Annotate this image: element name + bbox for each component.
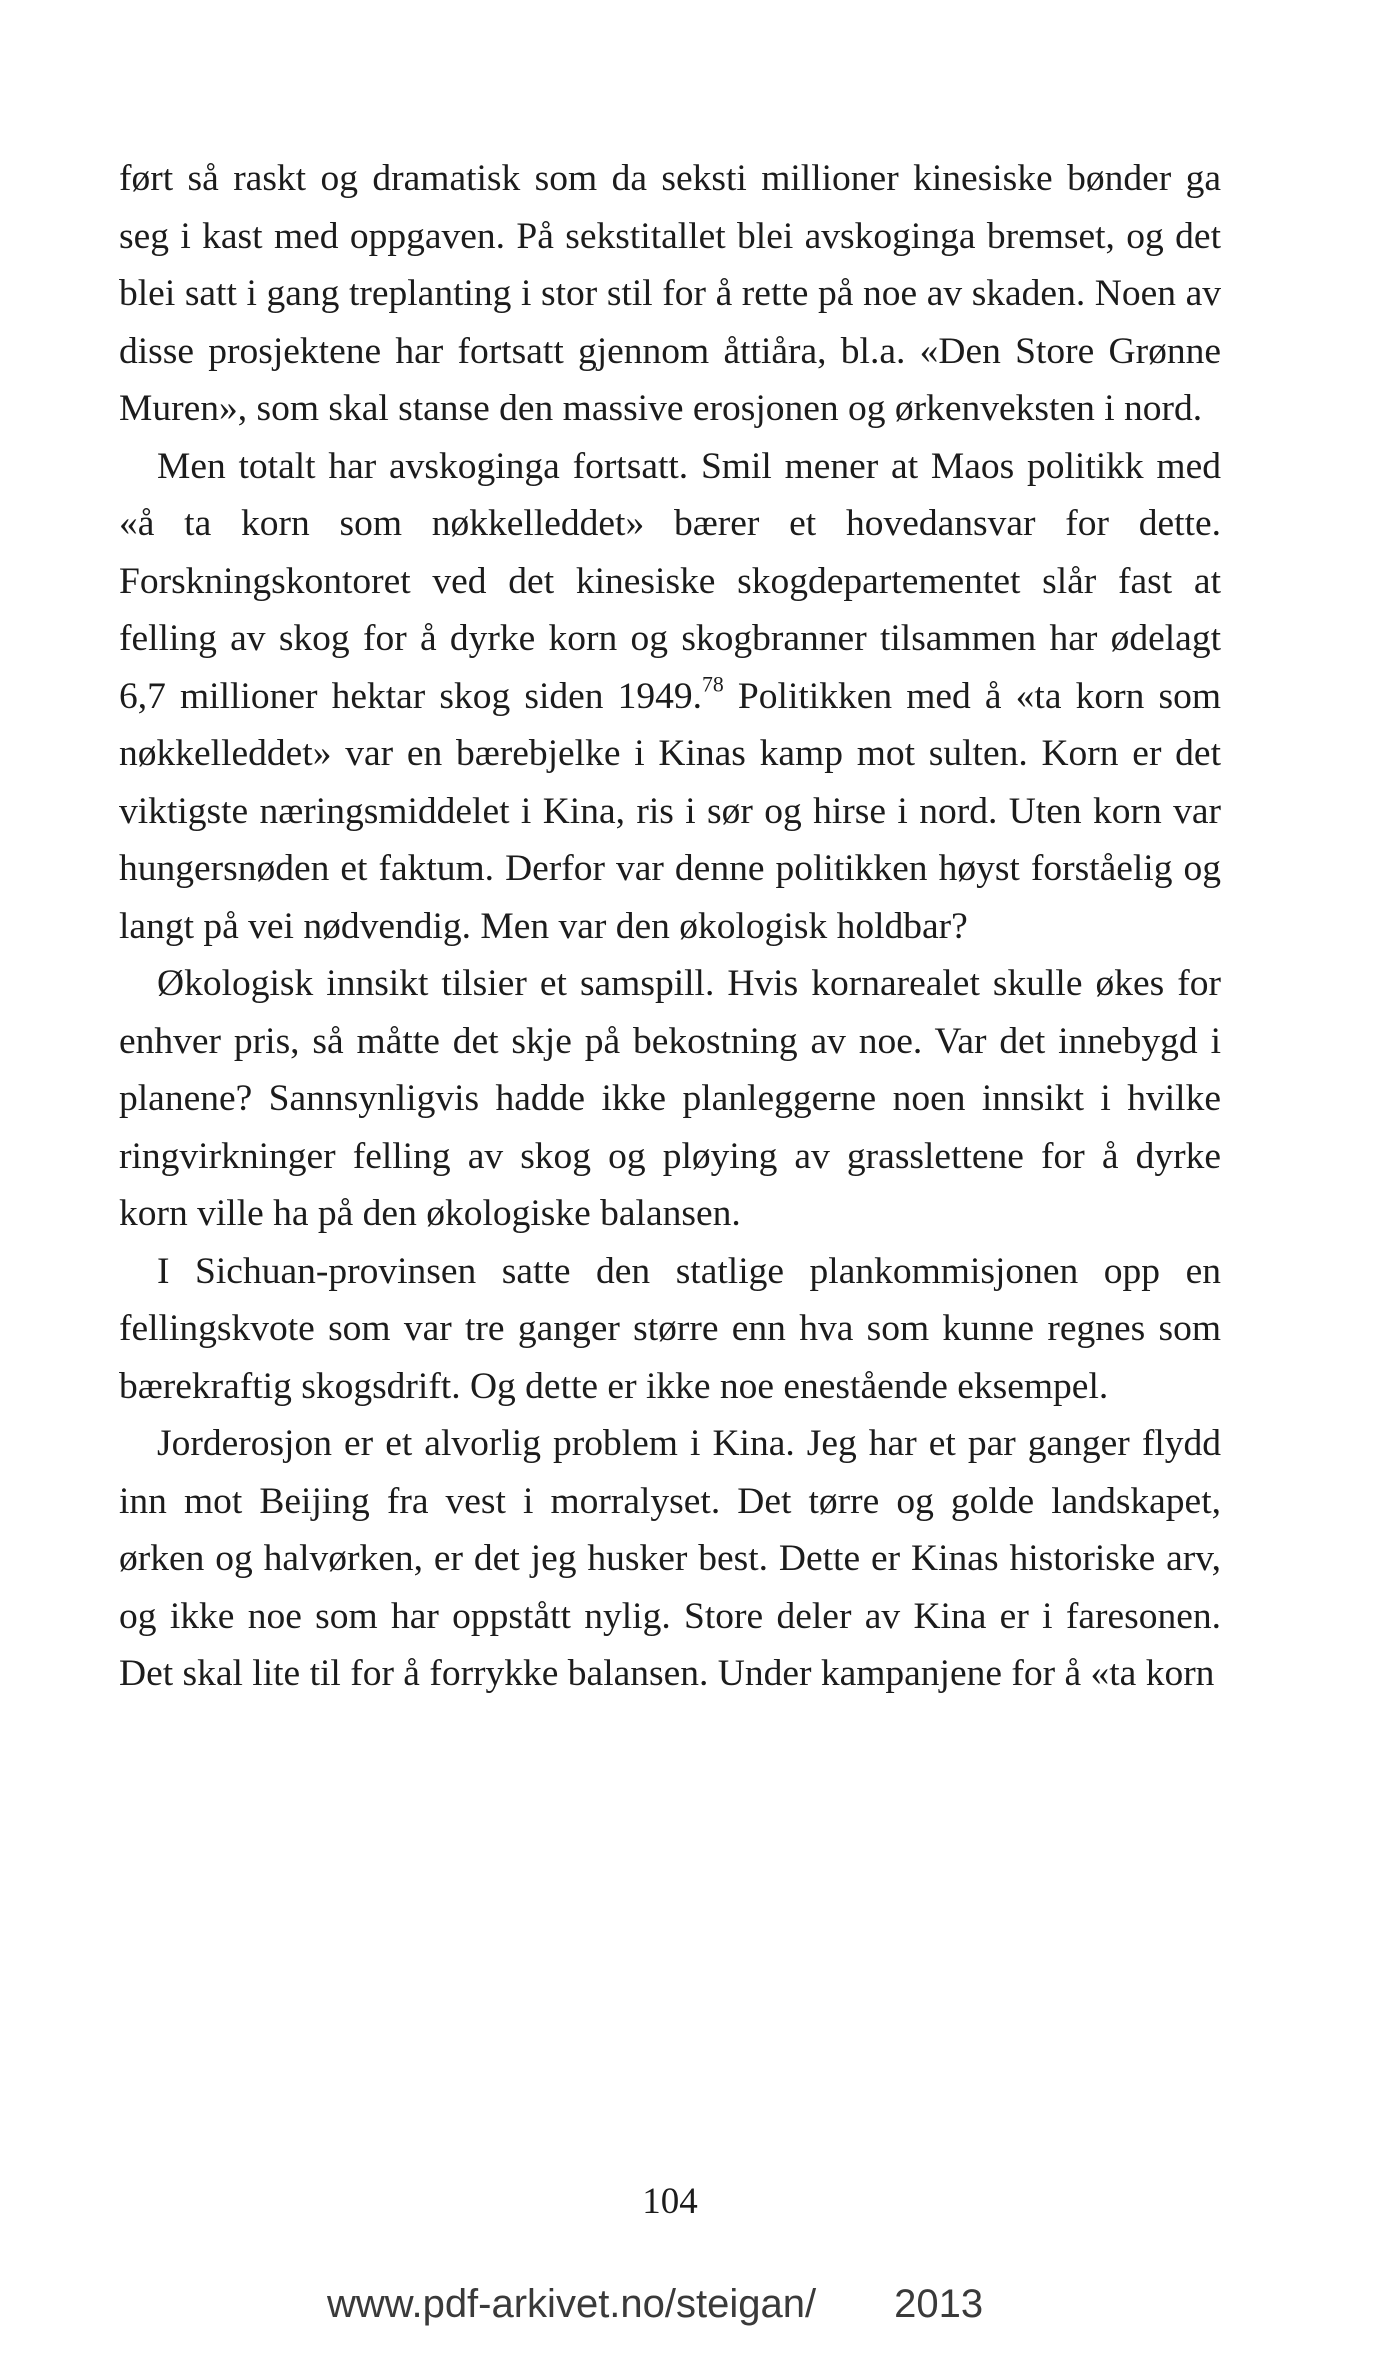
- paragraph-5: Jorderosjon er et alvorlig problem i Kina. Jeg har et par ganger flydd inn mot Beijing fra vest i morralyset. Det tørre og golde landskapet, ørken og halvørken, er det jeg husker best. Dette er Kinas historiske arv, og ikke noe som har oppstått nylig. Store deler av Kina er i faresonen. Det skal lite til for å forrykke balansen. Under kampanjene for å «ta korn: [119, 1423, 1221, 1694]
- paragraph-2-text-part-1: Men totalt har avskoginga fortsatt. Smil mener at Maos politikk med «å ta korn som nøkkelleddet» bærer et hovedansvar for dette. Forskningskontoret ved det kinesiske skogdepartementet slår fast at felling av skog for å dyrke korn og skogbranner tilsammen har ødelagt 6,7 millioner hektar skog siden 1949.: [119, 445, 1221, 717]
- page-number: 104: [642, 2181, 698, 2222]
- paragraph-2-text-part-2: Politikken med å «ta korn som nøkkelleddet» var en bærebjelke i Kinas kamp mot sulten. Korn er det viktigste næringsmiddelet i Kina, ris i sør og hirse i nord. Uten korn var hungersnøden et faktum. Derfor var denne politikken høyst forståelig og langt på vei nødvendig. Men var den økologisk holdbar?: [119, 675, 1221, 947]
- body-text: [119, 150, 1221, 1703]
- watermark-year: 2013: [894, 2282, 984, 2326]
- paragraph-3: Økologisk innsikt tilsier et samspill. Hvis kornarealet skulle økes for enhver pris, så måtte det skje på bekostning av noe. Var det innebygd i planene? Sannsynligvis hadde ikke planleggerne noen innsikt i hvilke ringvirkninger felling av skog og pløying av grasslettene for å dyrke korn ville ha på den økologiske balansen.: [119, 963, 1221, 1234]
- watermark: [327, 2282, 983, 2327]
- watermark-url: www.pdf-arkivet.no/steigan/: [327, 2282, 817, 2326]
- paragraph-4: I Sichuan-provinsen satte den statlige plankommisjonen opp en fellingskvote som var tre ganger større enn hva som kunne regnes som bærekraftig skogsdrift. Og dette er ikke noe enestående eksempel.: [119, 1250, 1221, 1407]
- footnote-reference: 78: [702, 672, 724, 697]
- paragraph-2: [119, 438, 1221, 956]
- paragraph-1: ført så raskt og dramatisk som da seksti millioner kinesiske bønder ga seg i kast med oppgaven. På sekstitallet blei avskoginga bremset, og det blei satt i gang treplanting i stor stil for å rette på noe av skaden. Noen av disse prosjektene har fortsatt gjennom åttiåra, bl.a. «Den Store Grønne Muren», som skal stanse den massive erosjonen og ørkenveksten i nord.: [119, 158, 1221, 429]
